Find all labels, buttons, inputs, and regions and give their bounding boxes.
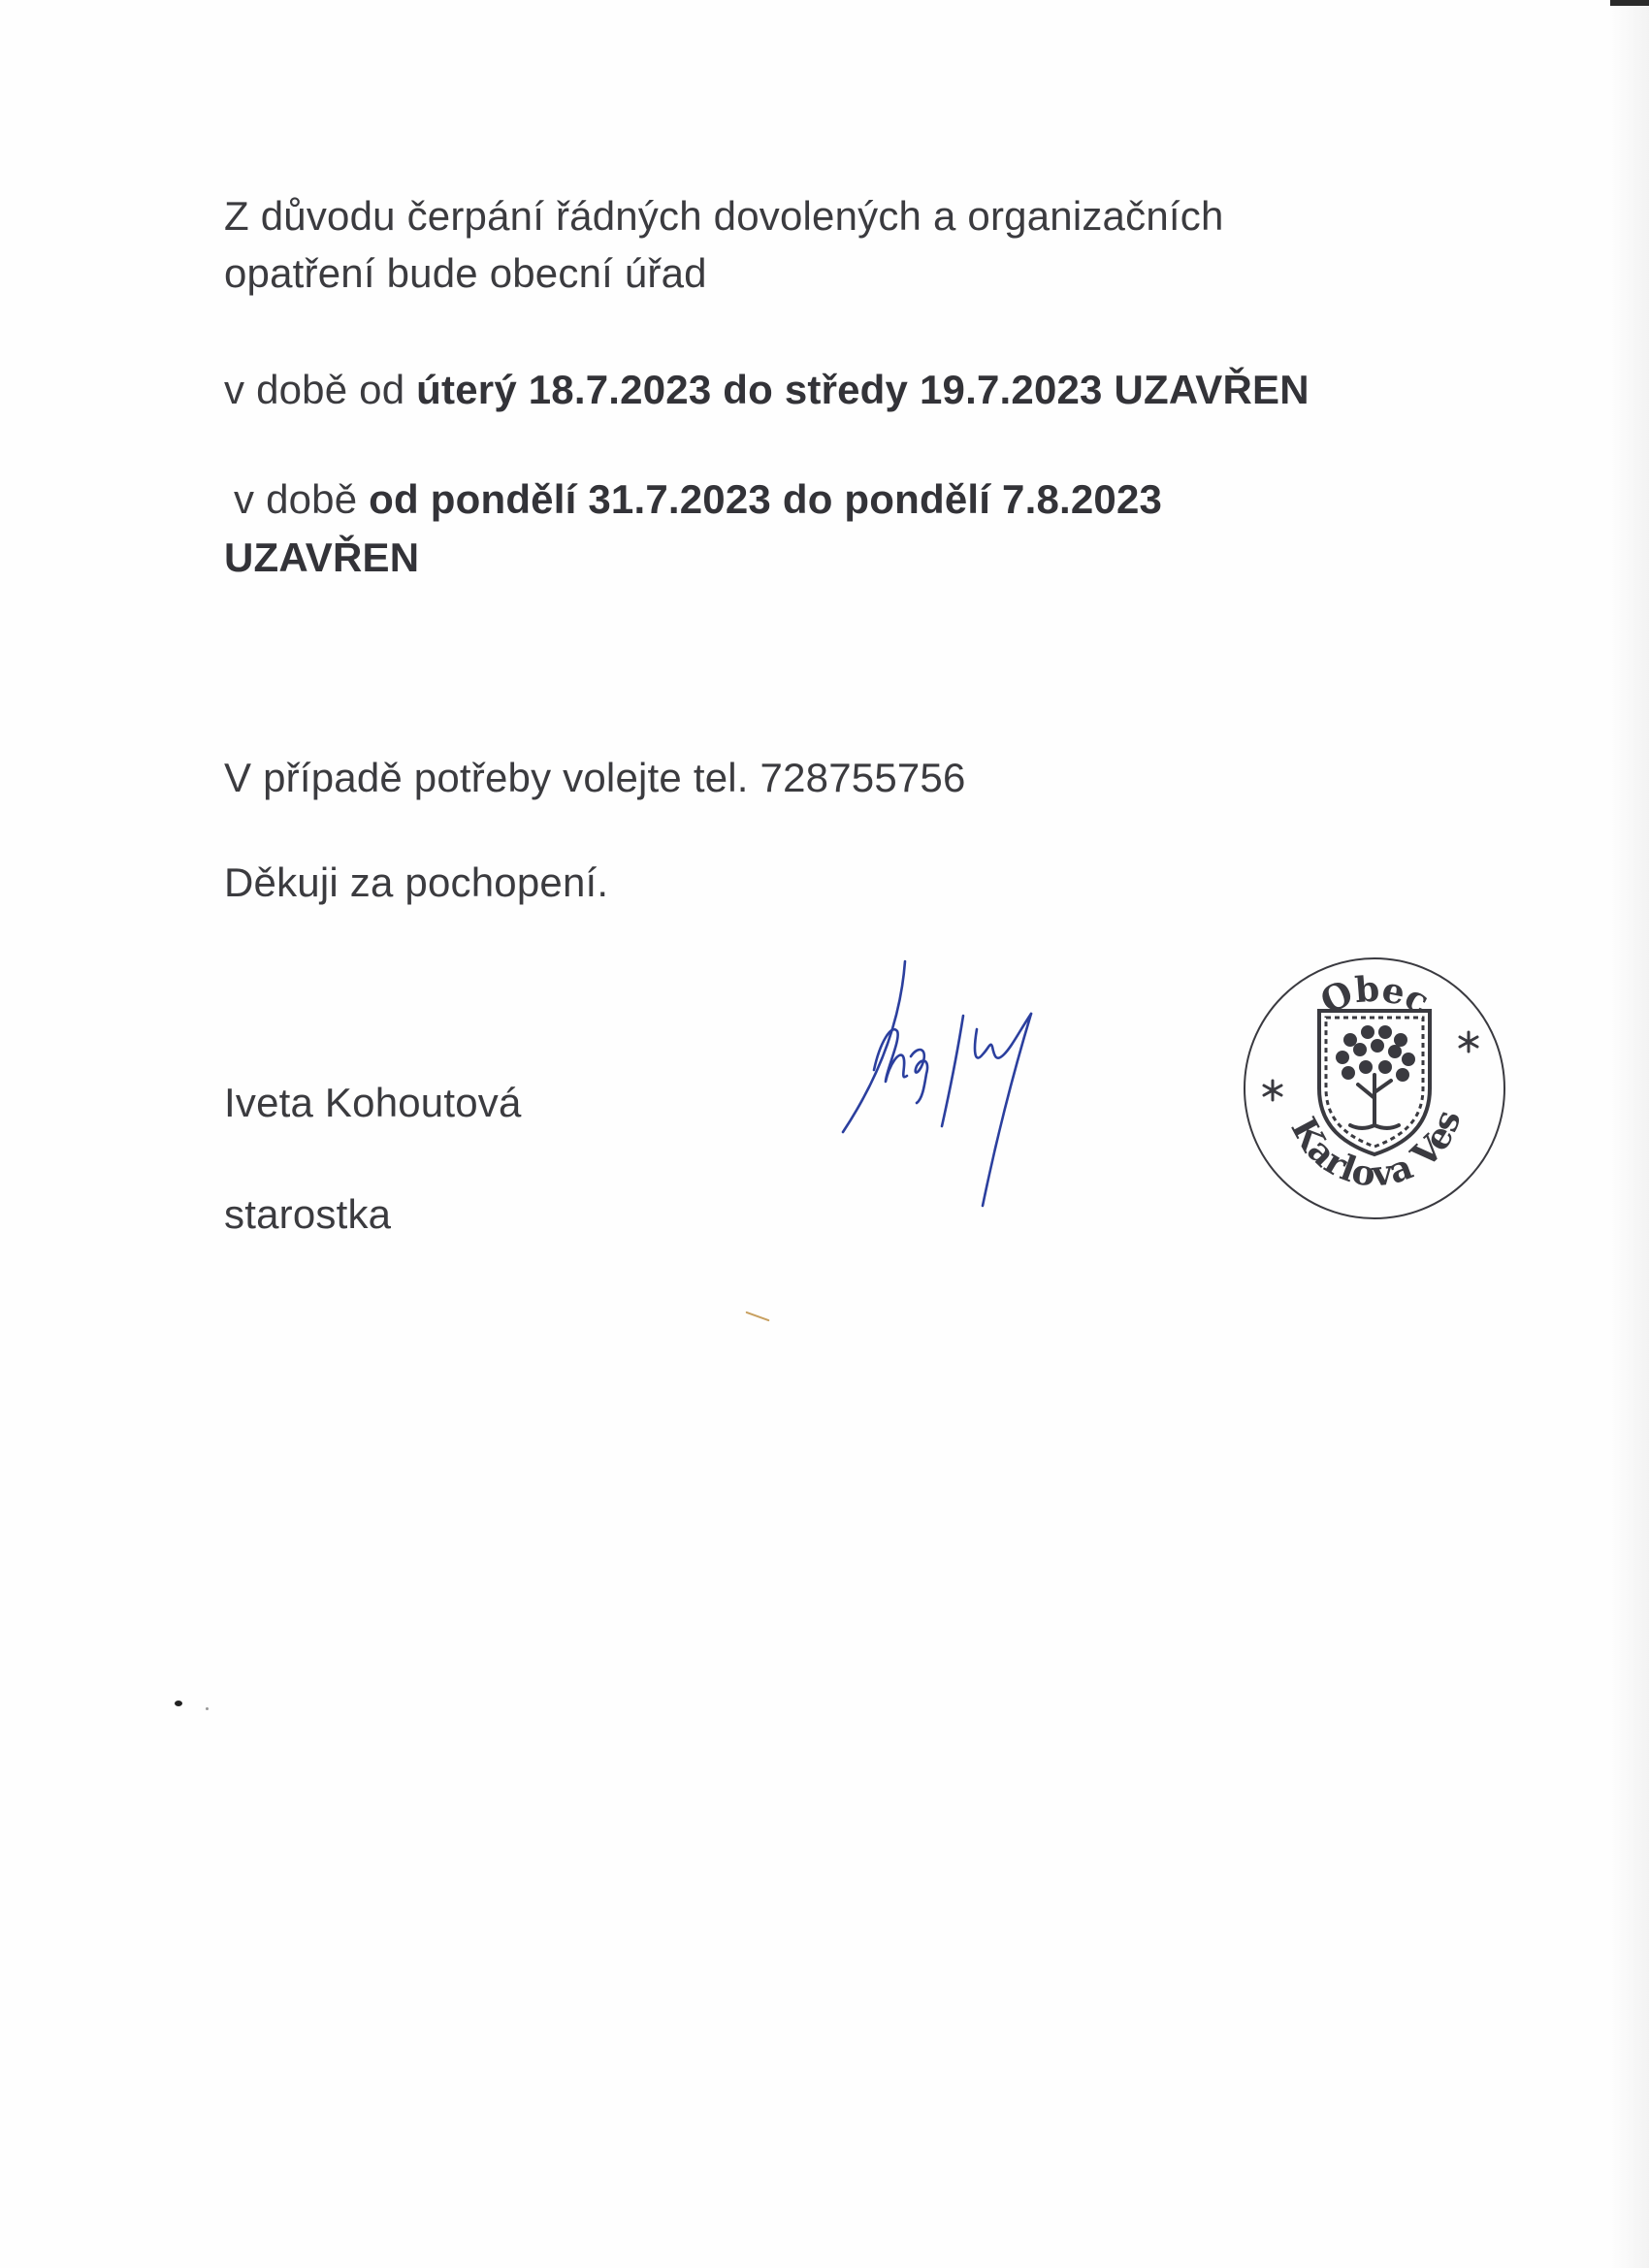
stamp-shield-tree-icon <box>1319 1011 1430 1154</box>
scan-speck <box>745 1312 769 1322</box>
contact-line: V případě potřeby volejte tel. 728755756 <box>224 755 966 800</box>
closure-period-2-line-1 <box>234 470 1162 529</box>
closure-period-1-dates: úterý 18.7.2023 do středy 19.7.2023 UZAVŘEN <box>416 367 1310 412</box>
stamp-top-text: Obec <box>1314 968 1436 1023</box>
signatory-name: Iveta Kohoutová <box>224 1080 522 1125</box>
stamp-bottom-text: Karlova Ves <box>1282 1105 1470 1195</box>
scan-speck <box>175 1701 182 1706</box>
closure-period-2-dates: od pondělí 31.7.2023 do pondělí 7.8.2023 <box>369 476 1163 522</box>
scan-corner-mark <box>1610 0 1649 6</box>
scan-edge <box>1610 0 1649 2268</box>
closure-period-1 <box>224 361 1310 419</box>
signatory-role: starostka <box>224 1191 392 1237</box>
scan-speck <box>206 1707 209 1710</box>
closure-period-1-prefix: v době od <box>224 367 417 412</box>
closure-period-2-status: UZAVŘEN <box>224 535 420 580</box>
closure-period-2-prefix: v době <box>234 476 370 522</box>
closure-period-2-line-2 <box>224 529 419 587</box>
municipal-stamp <box>1234 953 1515 1224</box>
stamp-star-left-icon <box>1264 1081 1281 1100</box>
handwritten-signature <box>829 956 1159 1217</box>
intro-line-2: opatření bude obecní úřad <box>224 250 707 296</box>
stamp-star-right-icon <box>1460 1032 1477 1052</box>
thanks-line: Děkuji za pochopení. <box>224 859 609 905</box>
intro-line-1: Z důvodu čerpání řádných dovolených a organizačních <box>224 193 1224 239</box>
